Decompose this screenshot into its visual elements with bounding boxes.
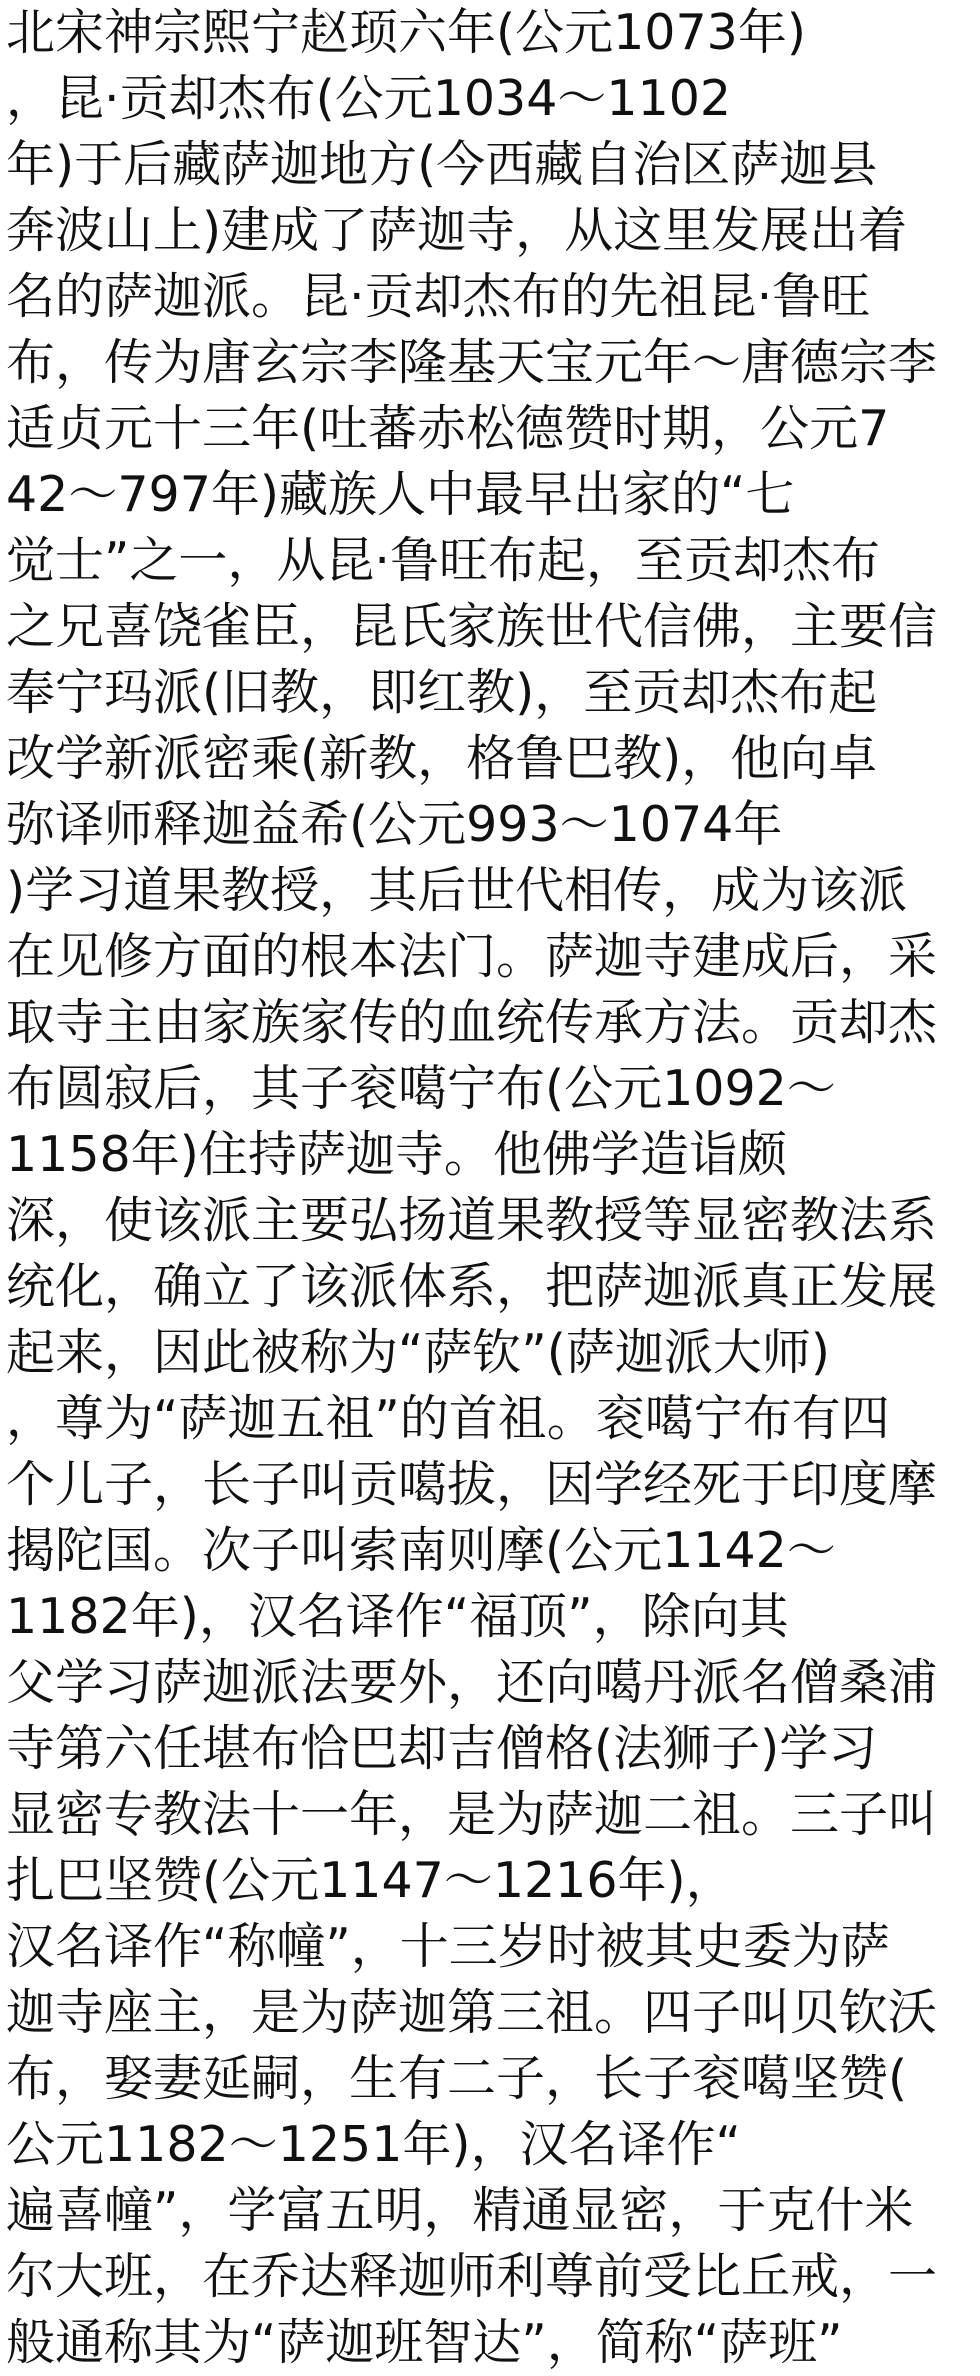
text-body [6, 0, 974, 2376]
text-line: 显密专教法十一年，是为萨迦二祖。三子叫 [6, 1786, 938, 1843]
text-line: 起来，因此被称为“萨钦”(萨迦派大师) [6, 1324, 831, 1381]
text-line: 个儿子，长子叫贡噶拔，因学经死于印度摩 [6, 1456, 938, 1513]
text-line: 揭陀国。次子叫索南则摩(公元1142～ [6, 1522, 836, 1579]
text-line: 布圆寂后，其子衮噶宁布(公元1092～ [6, 1060, 836, 1117]
text-line: 改学新派密乘(新教，格鲁巴教)，他向卓 [6, 730, 878, 787]
text-line: 1182年)，汉名译作“福顶”，除向其 [6, 1588, 789, 1645]
text-line: 遍喜幢”，学富五明，精通显密，于克什米 [6, 2182, 914, 2239]
text-line: 名的萨迦派。昆·贡却杰布的先祖昆·鲁旺 [6, 268, 871, 325]
text-line: 布，娶妻延嗣，生有二子，长子衮噶坚赞( [6, 2050, 908, 2107]
text-line: 年)于后藏萨迦地方(今西藏自治区萨迦县 [6, 136, 878, 193]
text-line: 迦寺座主，是为萨迦第三祖。四子叫贝钦沃 [6, 1984, 938, 2041]
text-line: 尔大班，在乔达释迦师利尊前受比丘戒，一 [6, 2248, 938, 2305]
text-line: 适贞元十三年(吐蕃赤松德赞时期，公元7 [6, 400, 890, 457]
text-line: 统化，确立了该派体系，把萨迦派真正发展 [6, 1258, 938, 1315]
text-line: 扎巴坚赞(公元1147～1216年)， [6, 1852, 735, 1909]
text-line: 深，使该派主要弘扬道果教授等显密教法系 [6, 1192, 938, 1249]
text-line: 在见修方面的根本法门。萨迦寺建成后，采 [6, 928, 938, 985]
text-line: 汉名译作“称幢”，十三岁时被其史委为萨 [6, 1918, 890, 1975]
text-line: 奉宁玛派(旧教，即红教)，至贡却杰布起 [6, 664, 878, 721]
text-line: 之兄喜饶雀臣，昆氏家族世代信佛，主要信 [6, 598, 938, 655]
text-line: 公元1182～1251年)，汉名译作“ [6, 2116, 741, 2173]
text-line: 弥译师释迦益希(公元993～1074年 [6, 796, 783, 853]
text-line: 取寺主由家族家传的血统传承方法。贡却杰 [6, 994, 938, 1051]
text-line: 觉士”之一，从昆·鲁旺布起，至贡却杰布 [6, 532, 880, 589]
text-line: 寺第六任堪布恰巴却吉僧格(法狮子)学习 [6, 1720, 878, 1777]
text-line: 布，传为唐玄宗李隆基天宝元年～唐德宗李 [6, 334, 938, 391]
text-line: )学习道果教授，其后世代相传，成为该派 [6, 862, 908, 919]
text-line: ，昆·贡却杰布(公元1034～1102 [6, 70, 732, 127]
text-line: 42～797年)藏族人中最早出家的“七 [6, 466, 795, 523]
text-line: 北宋神宗熙宁赵顼六年(公元1073年) [6, 4, 806, 61]
text-line: ，尊为“萨迦五祖”的首祖。衮噶宁布有四 [6, 1390, 890, 1447]
text-line: 1158年)住持萨迦寺。他佛学造诣颇 [6, 1126, 787, 1183]
text-line: 父学习萨迦派法要外，还向噶丹派名僧桑浦 [6, 1654, 938, 1711]
text-line: 般通称其为“萨迦班智达”，简称“萨班” [6, 2314, 843, 2371]
text-line: 奔波山上)建成了萨迦寺，从这里发展出着 [6, 202, 908, 259]
